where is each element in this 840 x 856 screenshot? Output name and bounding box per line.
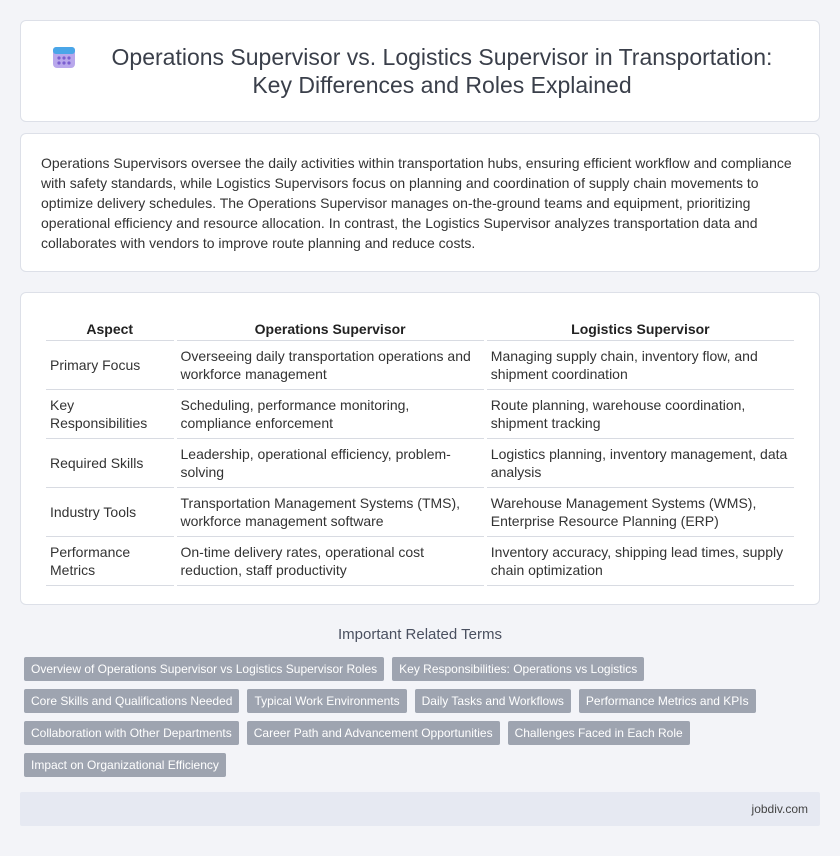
- table-cell: Leadership, operational efficiency, problem-solving: [177, 439, 484, 488]
- table-row: [46, 537, 794, 586]
- column-header: Operations Supervisor: [177, 313, 484, 341]
- related-term-tag[interactable]: Impact on Organizational Efficiency: [24, 753, 226, 777]
- related-term-tag[interactable]: Typical Work Environments: [247, 689, 406, 713]
- table-cell: Transportation Management Systems (TMS), workforce management software: [177, 488, 484, 537]
- table-cell: On-time delivery rates, operational cost reduction, staff productivity: [177, 537, 484, 586]
- table-cell: Required Skills: [46, 439, 174, 488]
- table-cell: Primary Focus: [46, 341, 174, 390]
- table-row: [46, 439, 794, 488]
- table-header-row: [46, 313, 794, 341]
- calendar-icon: [51, 44, 77, 70]
- header-card: [20, 20, 820, 122]
- table-row: [46, 341, 794, 390]
- page-title: Operations Supervisor vs. Logistics Supervisor in Transportation: Key Differences and Roles Explained: [111, 44, 773, 98]
- related-terms-list: [24, 657, 804, 777]
- related-term-tag[interactable]: Overview of Operations Supervisor vs Logistics Supervisor Roles: [24, 657, 384, 681]
- table-cell: Key Responsibilities: [46, 390, 174, 439]
- column-header: Aspect: [46, 313, 174, 341]
- table-cell: Warehouse Management Systems (WMS), Enterprise Resource Planning (ERP): [487, 488, 794, 537]
- intro-paragraph: Operations Supervisors oversee the daily activities within transportation hubs, ensuring efficient workflow and compliance with safety standards, while Logistics Supervisors focus on planning and coordination of supply chain movements to optimize delivery schedules. The Operations Supervisor manages on-the-ground teams and equipment, prioritizing operational efficiency and resource allocation. In contrast, the Logistics Supervisor analyzes transportation data and collaborates with vendors to improve route planning and reduce costs.: [41, 155, 792, 251]
- comparison-table-card: [20, 292, 820, 605]
- table-row: [46, 488, 794, 537]
- footer: [20, 792, 820, 826]
- table-cell: Industry Tools: [46, 488, 174, 537]
- column-header: Logistics Supervisor: [487, 313, 794, 341]
- table-cell: Inventory accuracy, shipping lead times, supply chain optimization: [487, 537, 794, 586]
- table-row: [46, 390, 794, 439]
- related-term-tag[interactable]: Career Path and Advancement Opportunities: [247, 721, 500, 745]
- related-term-tag[interactable]: Core Skills and Qualifications Needed: [24, 689, 239, 713]
- intro-card: [20, 133, 820, 272]
- related-term-tag[interactable]: Challenges Faced in Each Role: [508, 721, 690, 745]
- related-term-tag[interactable]: Performance Metrics and KPIs: [579, 689, 756, 713]
- table-cell: Managing supply chain, inventory flow, and shipment coordination: [487, 341, 794, 390]
- comparison-table: [43, 313, 797, 586]
- table-cell: Route planning, warehouse coordination, shipment tracking: [487, 390, 794, 439]
- related-term-tag[interactable]: Collaboration with Other Departments: [24, 721, 239, 745]
- table-cell: Logistics planning, inventory management, data analysis: [487, 439, 794, 488]
- footer-site-link[interactable]: jobdiv.com: [751, 802, 808, 816]
- related-terms-heading: Important Related Terms: [338, 626, 502, 643]
- table-cell: Scheduling, performance monitoring, compliance enforcement: [177, 390, 484, 439]
- table-cell: Performance Metrics: [46, 537, 174, 586]
- table-cell: Overseeing daily transportation operations and workforce management: [177, 341, 484, 390]
- related-term-tag[interactable]: Key Responsibilities: Operations vs Logistics: [392, 657, 644, 681]
- related-term-tag[interactable]: Daily Tasks and Workflows: [415, 689, 571, 713]
